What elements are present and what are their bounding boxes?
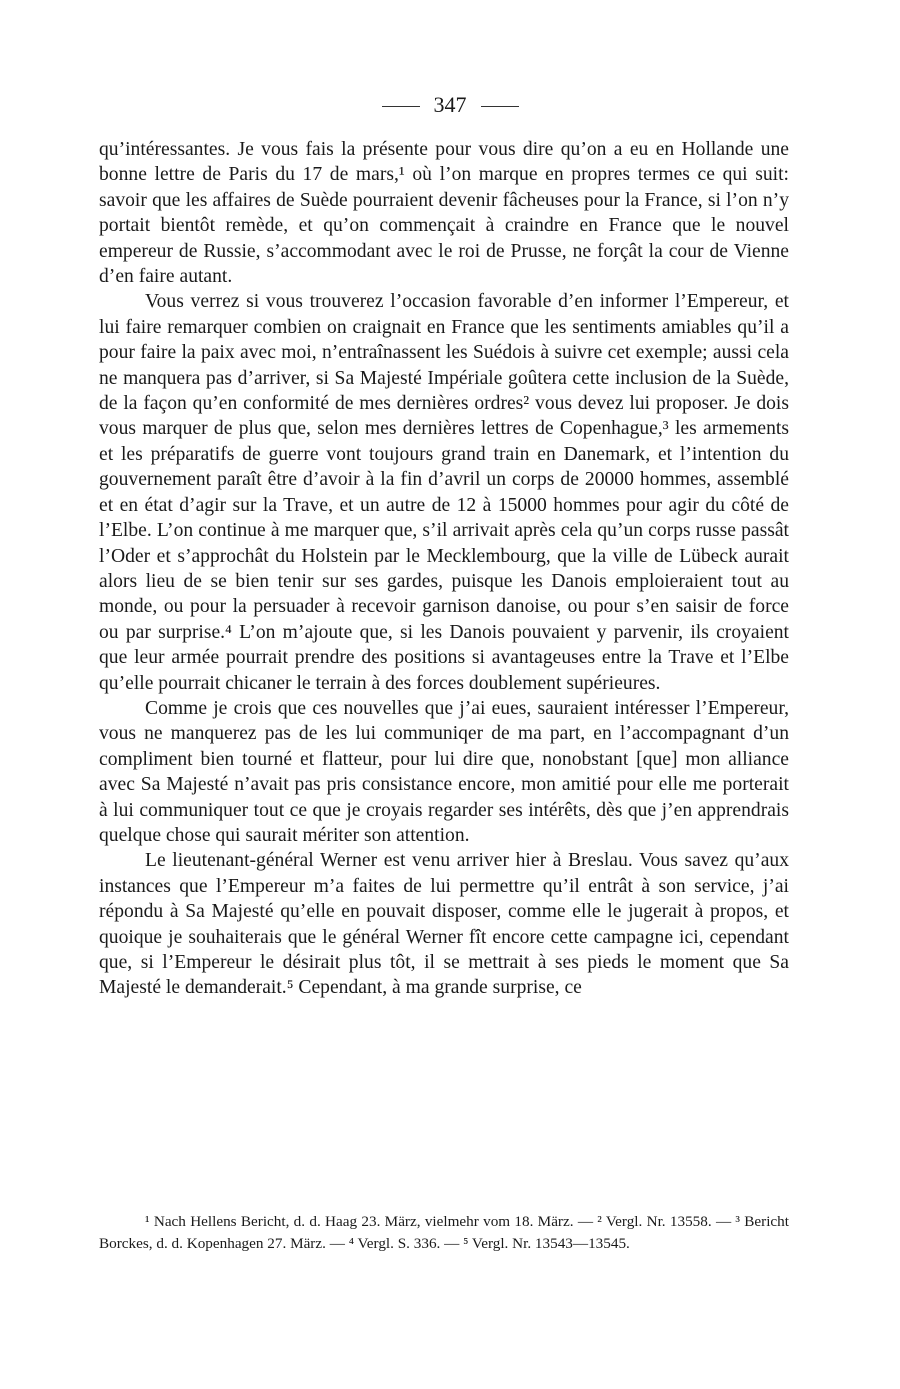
paragraph: Comme je crois que ces nouvelles que j’ai eues, sauraient intéresser l’Empereur, vous ne manquerez pas de les lui communiqer de ma part, en l’accompagnant d’un compliment bien tourné et flatteur, pour lui dire que, nonobstant [que] mon alliance avec Sa Majesté n’avait pas pris consistance encore, mon amitié pour elle me porterait à lui communiquer tout ce que je croyais regarder ses intérêts, dès que j’en apprendrais quelque chose qui saurait mériter son attention.: [99, 697, 789, 846]
footnotes-text: ¹ Nach Hellens Bericht, d. d. Haag 23. März, vielmehr vom 18. März. — ² Vergl. Nr. 13558. — ³ Bericht Borckes, d. d. Kopenhagen 27. März. — ⁴ Vergl. S. 336. — ⁵ Vergl. Nr. 13543—13545.: [99, 1213, 789, 1252]
paragraph: qu’intéressantes. Je vous fais la présente pour vous dire qu’on a eu en Hollande une bonne lettre de Paris du 17 de mars,¹ où l’on marque en propres termes ce qui suit: savoir que les affaires de Suède pourraient devenir fâcheuses pour la France, si l’on n’y portait bientôt remède, et qu’on commençait à craindre en France que le nouvel empereur de Russie, s’accommodant avec le roi de Prusse, ne forçât la cour de Vienne d’en faire autant.: [99, 139, 789, 288]
page-header: [0, 92, 900, 118]
paragraph: Vous verrez si vous trouverez l’occasion favorable d’en informer l’Empereur, et lui faire remarquer combien on craignait en France que les sentiments amiables qu’il a pour faire la paix avec moi, n’entraînassent les Suédois à suivre cet exemple; aussi cela ne manquera pas d’arriver, si Sa Majesté Impériale goûtera cette inclusion de la Suède, de la façon qu’en conformité de mes dernières ordres² vous devez lui proposer. Je dois vous marquer de plus que, selon mes dernières lettres de Copenhague,³ les armements et les préparatifs de guerre vont toujours grand train en Danemark, et l’intention du gouvernement paraît être d’avoir à la fin d’avril un corps de 20000 hommes, assemblé et en état d’agir sur la Trave, et un autre de 12 à 15000 hommes pour agir du côté de l’Elbe. L’on continue à me marquer que, s’il arrivait après cela qu’un corps russe passât l’Oder et s’approchât du Holstein par le Mecklembourg, que la ville de Lübeck aurait alors lieu de se bien tenir sur ses gardes, puisque les Danois emploieraient tout au monde, ou pour la persuader à recevoir garnison danoise, ou pour s’en saisir de force ou par surprise.⁴ L’on m’ajoute que, si les Danois pouvaient y parvenir, ils croyaient que leur armée pourrait prendre des positions si avantageuses entre la Trave et l’Elbe qu’elle pourrait chicaner le terrain à des forces doublement supérieures.: [99, 291, 789, 694]
header-rule-right: [481, 106, 519, 107]
header-rule-left: [382, 106, 420, 107]
page-number: 347: [433, 92, 467, 117]
body-text: [99, 137, 789, 1001]
paragraph: Le lieutenant-général Werner est venu arriver hier à Breslau. Vous savez qu’aux instances que l’Empereur m’a faites de lui permettre qu’il entrât à son service, j’ai répondu à Sa Majesté qu’elle en pouvait disposer, comme elle le jugerait à propos, et quoique je souhaiterais que le général Werner fît encore cette campagne ici, cependant que, si l’Empereur le désirait plus tôt, il se mettrait à ses pieds le moment que Sa Majesté le demanderait.⁵ Cependant, à ma grande surprise, ce: [99, 850, 789, 999]
footnotes: [99, 1211, 789, 1254]
